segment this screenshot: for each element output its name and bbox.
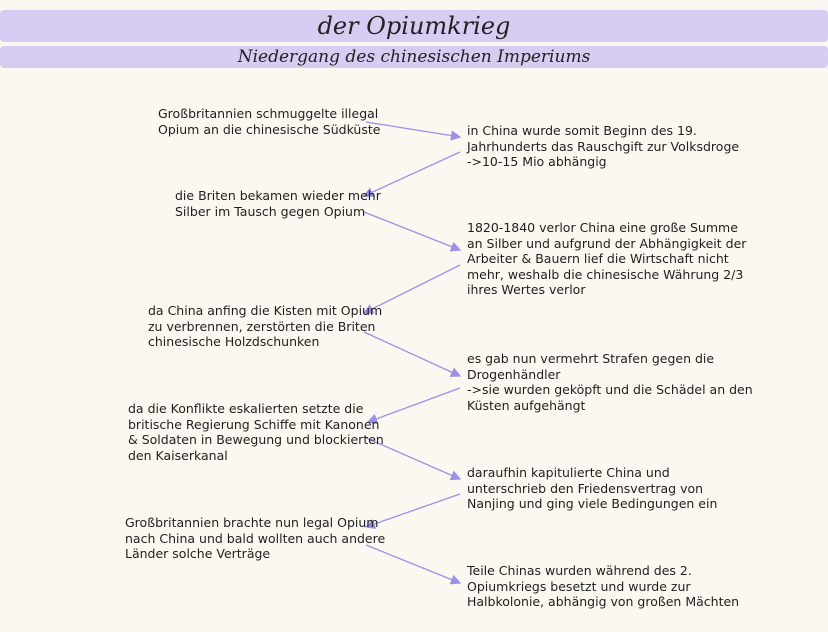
title-banner (0, 10, 828, 42)
page-subtitle: Niedergang des chinesischen Imperiums (237, 47, 591, 67)
note-left-1: Großbritannien schmuggelte illegal Opium an die chinesische Südküste (158, 106, 381, 137)
note-right-3: es gab nun vermehrt Strafen gegen die Drogenhändler ->sie wurden geköpft und die Schädel an den Küsten aufgehängt (467, 351, 753, 413)
note-right-5: Teile Chinas wurden während des 2. Opiumkriegs besetzt und wurde zur Halbkolonie, abhängig von großen Mächten (467, 563, 740, 609)
subtitle-banner (0, 46, 828, 68)
note-left-2: die Briten bekamen wieder mehr Silber im Tausch gegen Opium (175, 188, 381, 219)
note-left-4: da die Konflikte eskalierten setzte die britische Regierung Schiffe mit Kanonen & Soldaten in Bewegung und blockierten den Kaiserkanal (128, 401, 384, 463)
note-right-1: in China wurde somit Beginn des 19. Jahrhunderts das Rauschgift zur Volksdroge ->10-15 Mio abhängig (467, 123, 740, 169)
note-left-3: da China anfing die Kisten mit Opium zu verbrennen, zerstörten die Briten chinesische Holzdschunken (148, 303, 383, 349)
note-right-2: 1820-1840 verlor China eine große Summe an Silber und aufgrund der Abhängigkeit der Arbeiter & Bauern lief die Wirtschaft nicht mehr, weshalb die chinesische Währung 2/3 ihres Wertes verlor (467, 220, 747, 297)
note-right-4: daraufhin kapitulierte China und unterschrieb den Friedensvertrag von Nanjing und ging viele Bedingungen ein (467, 465, 718, 511)
page-title: der Opiumkrieg (317, 12, 511, 40)
note-left-5: Großbritannien brachte nun legal Opium nach China und bald wollten auch andere Länder solche Verträge (125, 515, 386, 561)
